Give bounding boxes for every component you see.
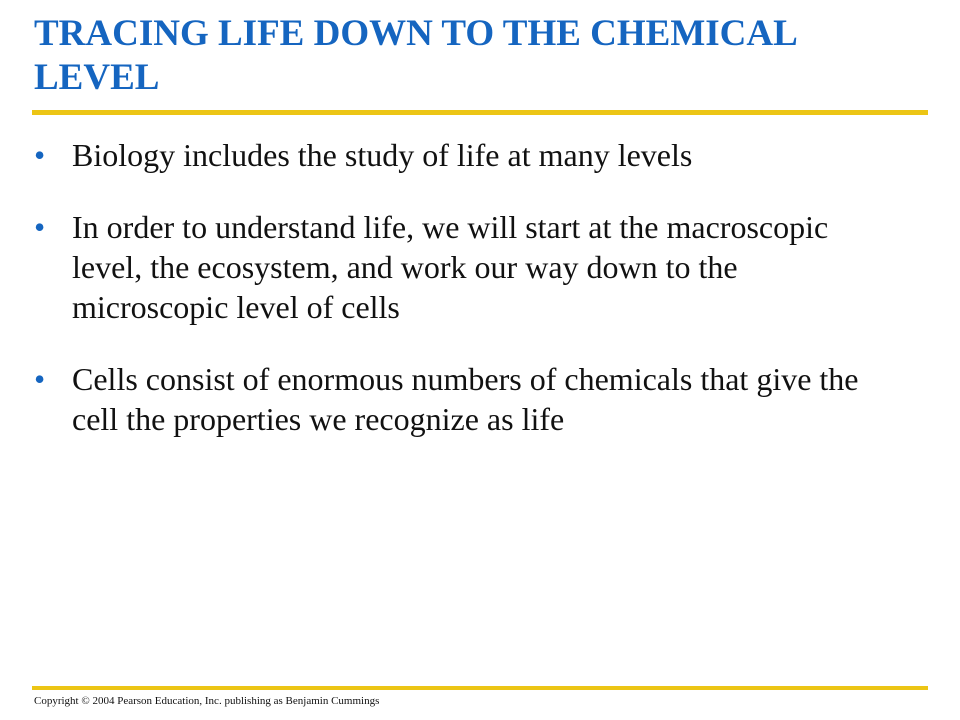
bullet-item bbox=[34, 135, 874, 175]
bullet-dot-icon: • bbox=[34, 209, 46, 245]
bullet-item bbox=[34, 207, 874, 327]
bullet-text: Biology includes the study of life at many levels bbox=[72, 137, 693, 173]
bullet-text: In order to understand life, we will start at the macroscopic level, the ecosystem, and work our way down to the microscopic level of cells bbox=[72, 209, 829, 325]
title-divider bbox=[32, 110, 928, 115]
bullet-item bbox=[34, 359, 874, 439]
bullet-text: Cells consist of enormous numbers of chemicals that give the cell the properties we recognize as life bbox=[72, 361, 859, 437]
slide-title: TRACING LIFE DOWN TO THE CHEMICAL LEVEL bbox=[34, 13, 796, 98]
footer-divider bbox=[32, 686, 928, 690]
bullet-dot-icon: • bbox=[34, 137, 46, 173]
copyright-footer: Copyright © 2004 Pearson Education, Inc. publishing as Benjamin Cummings bbox=[34, 695, 380, 707]
bullet-dot-icon: • bbox=[34, 361, 46, 397]
bullet-list bbox=[34, 135, 874, 471]
